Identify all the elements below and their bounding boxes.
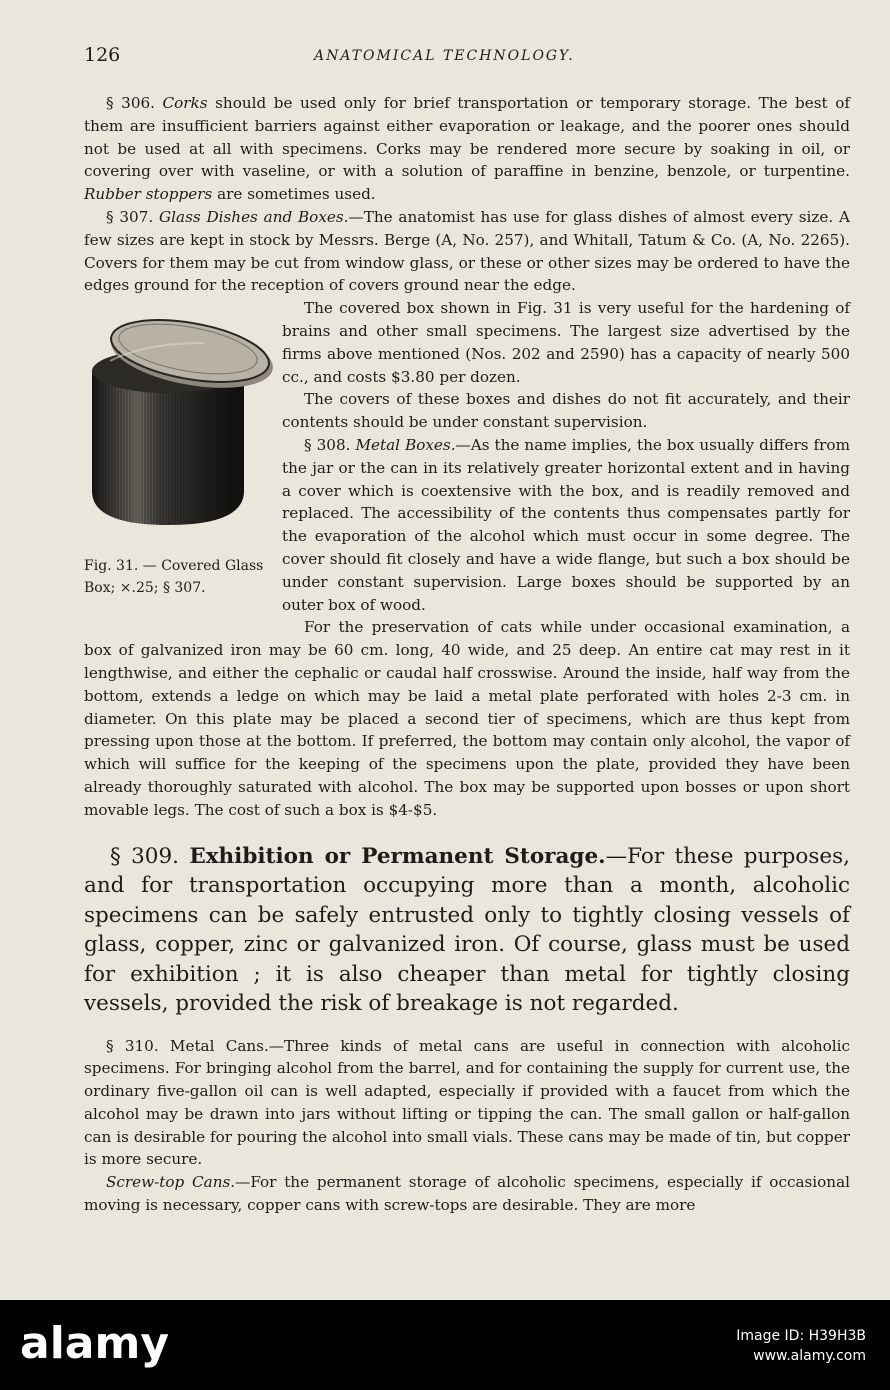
subsection-text: —For the permanent storage of alcoholic specimens, especially if occasional moving is necessary, copper cans with screw-tops are desirable. They are more bbox=[84, 1173, 850, 1215]
section-title: Metal Boxes. bbox=[355, 435, 456, 454]
image-id-block bbox=[736, 1326, 866, 1366]
watermark-footer bbox=[0, 1300, 890, 1390]
section-307 bbox=[84, 206, 850, 297]
section-number: § 309. bbox=[110, 843, 179, 869]
page-body bbox=[84, 92, 850, 1217]
section-number: § 308. bbox=[304, 435, 351, 454]
image-id: Image ID: H39H3B bbox=[736, 1328, 866, 1344]
alamy-logo: alamy bbox=[20, 1318, 169, 1369]
paragraph-cats: For the preservation of cats while under occasional examination, a box of galvanized iron may be 60 cm. long, 40 wide, and 25 deep. An entire cat may rest in it lengthwise, and either the cephalic or caudal half crosswise. Around the inside, half way from the bottom, extends a ledge on which may be laid a metal plate perforated with holes 2-3 cm. in diameter. On this plate may be placed a second tier of specimens, which are thus kept from pressing upon those at the bottom. If preferred, the bottom may contain only alcohol, the vapor of which will suffice for the keeping of the specimens upon the plate, provided they have been already thoroughly saturated with alcohol. The box may be supported upon bosses or upon short movable legs. The cost of such a box is $4-$5. bbox=[84, 618, 850, 819]
section-text: —As the name implies, the box usually differs from the jar or the can in its relatively greater horizontal extent and in having a cover which is coextensive with the box, and is readily removed and replaced. The accessibility of the contents thus compensates partly for the evaporation of the alcohol which must occur in some degree. The cover should fit closely and have a wide flange, but such a box should be under constant supervision. Large boxes should be supported by an outer box of wood. bbox=[282, 435, 850, 614]
page-number: 126 bbox=[84, 44, 121, 66]
paragraph-fig31: The covered box shown in Fig. 31 is very useful for the hardening of brains and other small specimens. The largest size advertised by the firms above mentioned (Nos. 202 and 2590) has a capacity of nearly 500 cc., and costs $3.80 per dozen. bbox=[282, 299, 850, 386]
inline-term: Rubber stoppers bbox=[84, 185, 213, 204]
section-text: —For these purposes, and for transportation occupying more than a month, alcoholic specimens can be safely entrusted only to tightly closing vessels of glass, copper, zinc or galvanized iron. Of course, glass must be used for exhibition ; it is also cheaper than metal for tightly closing vessels, provided the risk of breakage is not regarded. bbox=[84, 843, 850, 1016]
section-number: § 310. bbox=[106, 1036, 159, 1055]
section-title: Corks bbox=[162, 94, 208, 112]
covered-glass-box-illustration bbox=[84, 313, 276, 553]
running-title: ANATOMICAL TECHNOLOGY. bbox=[314, 48, 575, 64]
section-309 bbox=[84, 842, 850, 1019]
subsection-screw-top bbox=[84, 1171, 850, 1217]
section-number: § 307. bbox=[106, 207, 154, 226]
section-text: —The anatomist has use for glass dishes of almost every size. A few sizes are kept in stock by Messrs. Berge (A, No. 257), and Whitall, Tatum & Co. (A, No. 2265). Covers for them may be cut from window glass, or these or other sizes may be ordered to have the edges ground for the reception of covers ground near the edge. bbox=[84, 207, 851, 295]
section-title: Metal Cans. bbox=[169, 1036, 269, 1055]
section-number: § 306. bbox=[106, 94, 155, 112]
figure-caption: Fig. 31. — Covered Glass Box; ×.25; § 307. bbox=[84, 558, 264, 597]
page-header bbox=[84, 44, 854, 68]
section-310 bbox=[84, 1035, 850, 1172]
site-url: www.alamy.com bbox=[753, 1348, 866, 1364]
section-text: should be used only for brief transportation or temporary storage. The best of them are insufficient barriers against either evaporation or leakage, and the poorer ones should not be used at all with specimens. Corks may be rendered more secure by soaking in oil, or covering over with vaseline, or with a solution of paraffine in benzine, benzole, or turpentine. bbox=[84, 94, 850, 181]
section-text: are sometimes used. bbox=[212, 185, 376, 204]
section-text: —Three kinds of metal cans are useful in connection with alcoholic specimens. For bringing alcohol from the barrel, and for containing the supply for current use, the ordinary five-gallon oil can is well adapted, especially if provided with a faucet from which the alcohol may be drawn into jars without lifting or tipping the can. The small gallon or half-gallon can is desirable for pouring the alcohol into small vials. These cans may be made of tin, but copper is more secure. bbox=[84, 1036, 850, 1169]
paragraph-covers: The covers of these boxes and dishes do not fit accurately, and their contents should be under constant supervision. bbox=[282, 390, 850, 432]
section-title: Exhibition or Permanent Storage. bbox=[189, 843, 606, 869]
section-306 bbox=[84, 92, 850, 206]
figure-31 bbox=[84, 297, 276, 627]
subsection-title: Screw-top Cans. bbox=[106, 1173, 236, 1192]
section-title: Glass Dishes and Boxes. bbox=[159, 207, 349, 226]
